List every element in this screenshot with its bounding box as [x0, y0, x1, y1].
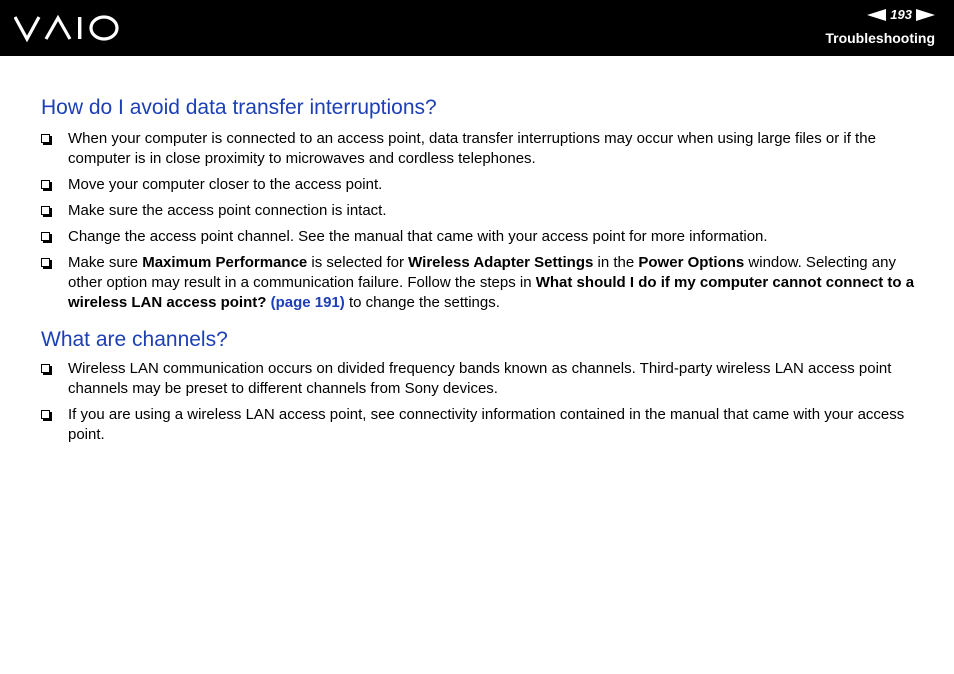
next-page-arrow-icon[interactable] — [916, 9, 935, 21]
list-item-text: When your computer is connected to an access point, data transfer interruptions may occur when using large files or if the computer is in close proximity to microwaves and cordless telephones. — [68, 130, 876, 167]
checkbox-bullet-icon — [41, 410, 50, 419]
bold-reference-title: What should I do if my computer cannot connect to a wireless LAN access point? — [68, 274, 915, 311]
text-segment: in the — [593, 254, 639, 271]
bold-term-power-options: Power Options — [638, 254, 745, 271]
list-item-text: Change the access point channel. See the manual that came with your access point for more information. — [68, 228, 768, 245]
prev-page-arrow-icon[interactable] — [867, 9, 886, 21]
list-item-text: Wireless LAN communication occurs on divided frequency bands known as channels. Third-party wireless LAN access point channels may be preset to different channels from Sony devices. — [68, 360, 892, 397]
checkbox-bullet-icon — [41, 206, 50, 215]
list-item — [41, 405, 921, 445]
channels-list — [41, 359, 921, 451]
list-item-text: If you are using a wireless LAN access point, see connectivity information contained in the manual that came with your access point. — [68, 406, 905, 443]
checkbox-bullet-icon — [41, 258, 50, 267]
checkbox-bullet-icon — [41, 180, 50, 189]
page-navigation — [867, 7, 935, 23]
section-label: Troubleshooting — [825, 30, 935, 46]
page-number: 193 — [890, 7, 912, 22]
interruptions-list — [41, 129, 921, 319]
list-item — [41, 227, 921, 247]
text-segment: window. Selecting any other option may result in a communication failure. Follow the steps in — [68, 254, 896, 291]
checkbox-bullet-icon — [41, 134, 50, 143]
list-item — [41, 175, 921, 195]
vaio-logo — [14, 14, 120, 42]
section-heading-channels: What are channels? — [41, 328, 228, 351]
list-item — [41, 359, 921, 399]
text-segment: Make sure — [68, 254, 143, 271]
bold-term-maximum-performance: Maximum Performance — [142, 254, 308, 271]
list-item — [41, 129, 921, 169]
bold-term-wireless-adapter-settings: Wireless Adapter Settings — [408, 254, 594, 271]
list-item — [41, 253, 921, 313]
section-heading-interruptions: How do I avoid data transfer interruptions? — [41, 96, 437, 119]
checkbox-bullet-icon — [41, 232, 50, 241]
list-item — [41, 201, 921, 221]
checkbox-bullet-icon — [41, 364, 50, 373]
header-bar — [0, 0, 954, 56]
text-segment: to change the settings. — [344, 294, 500, 311]
page-reference-link[interactable]: (page 191) — [270, 294, 345, 311]
list-item-text: Make sure the access point connection is intact. — [68, 202, 387, 219]
list-item-text: Move your computer closer to the access point. — [68, 176, 383, 193]
text-segment: is selected for — [307, 254, 409, 271]
